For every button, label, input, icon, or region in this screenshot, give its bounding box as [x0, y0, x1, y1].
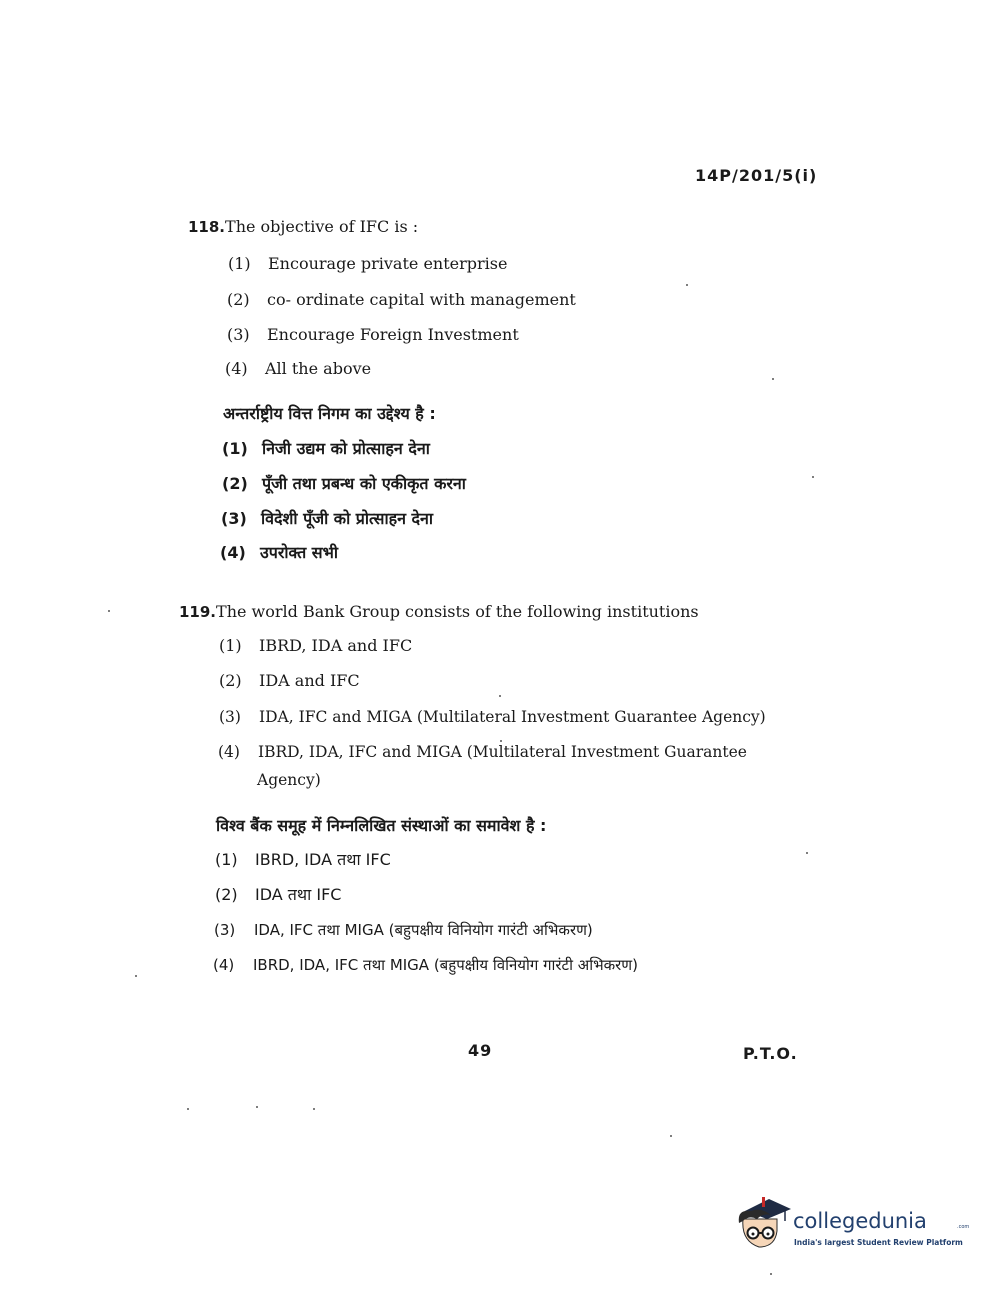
scan-speck [770, 1273, 772, 1275]
option-118-hi-1 [222, 438, 430, 460]
option-text: IBRD, IDA, IFC and MIGA (Multilateral Investment Guarantee [258, 743, 747, 761]
question-119-hindi: विश्व बैंक समूह में निम्नलिखित संस्थाओं का समावेश है : [216, 816, 547, 835]
option-number: (3) [221, 509, 247, 528]
option-text: IDA, IFC तथा MIGA (बहुपक्षीय विनियोग गारंटी अभिकरण) [254, 921, 593, 939]
option-118-en-3 [227, 324, 519, 346]
option-number: (2) [215, 885, 238, 904]
scan-speck [772, 378, 774, 380]
question-118-hindi: अन्तर्राष्ट्रीय वित्त निगम का उद्देश्य है : [223, 404, 436, 423]
paper-code: 14P/201/5(i) [695, 166, 818, 185]
option-text: All the above [265, 359, 372, 378]
option-number: (1) [222, 439, 248, 458]
option-number: (3) [219, 708, 241, 726]
option-text: निजी उद्यम को प्रोत्साहन देना [262, 439, 430, 458]
option-text: IDA, IFC and MIGA (Multilateral Investment Guarantee Agency) [259, 708, 766, 726]
scan-speck [500, 740, 502, 742]
option-119-hi-4 [213, 954, 638, 976]
option-119-en-1 [219, 635, 412, 657]
scan-speck [670, 1135, 672, 1137]
question-118 [188, 216, 418, 238]
option-number: (2) [227, 290, 250, 309]
option-119-en-4-continued: Agency) [257, 771, 321, 789]
option-number: (2) [219, 671, 242, 690]
mascot-icon [735, 1193, 793, 1255]
option-number: (4) [220, 543, 246, 562]
option-number: (2) [222, 474, 248, 493]
option-119-en-3 [219, 706, 766, 728]
option-text: Encourage Foreign Investment [267, 325, 519, 344]
option-text: co- ordinate capital with management [267, 290, 576, 309]
option-text: IDA and IFC [259, 671, 360, 690]
scan-speck [499, 695, 501, 697]
collegedunia-logo [735, 1193, 970, 1263]
option-119-hi-2 [215, 884, 341, 906]
option-number: (4) [213, 956, 235, 974]
question-119 [179, 601, 699, 623]
scan-speck [187, 1108, 189, 1110]
page-number: 49 [468, 1041, 493, 1060]
question-number: 119. [179, 603, 217, 621]
option-number: (3) [214, 921, 236, 939]
logo-tagline: India's largest Student Review Platform [794, 1238, 963, 1247]
option-number: (1) [219, 636, 242, 655]
question-text: The world Bank Group consists of the following institutions [216, 602, 699, 621]
option-number: (3) [227, 325, 250, 344]
option-118-hi-2 [222, 473, 466, 495]
option-text: Encourage private enterprise [268, 254, 508, 273]
option-118-en-2 [227, 289, 576, 311]
option-number: (4) [225, 359, 248, 378]
pto-label: P.T.O. [743, 1044, 798, 1063]
question-text: The objective of IFC is : [225, 217, 419, 236]
question-number: 118. [188, 218, 226, 236]
option-119-hi-1 [215, 849, 391, 871]
scan-speck [256, 1106, 258, 1108]
option-118-en-1 [228, 253, 507, 275]
option-119-hi-3 [214, 919, 593, 941]
scan-speck [135, 975, 137, 977]
scan-speck [686, 284, 688, 286]
option-number: (1) [215, 850, 238, 869]
scan-speck [812, 476, 814, 478]
option-119-en-2 [219, 670, 360, 692]
option-number: (4) [218, 743, 240, 761]
option-text: विदेशी पूँजी को प्रोत्साहन देना [261, 509, 434, 528]
option-text: IBRD, IDA तथा IFC [255, 850, 391, 869]
option-text: पूँजी तथा प्रबन्ध को एकीकृत करना [262, 474, 466, 493]
option-text: IDA तथा IFC [255, 885, 342, 904]
option-119-en-4 [218, 741, 747, 763]
logo-wordmark: collegedunia [793, 1209, 927, 1233]
scan-speck [313, 1108, 315, 1110]
option-number: (1) [228, 254, 251, 273]
scan-speck [806, 852, 808, 854]
option-text: उपरोक्त सभी [260, 543, 339, 562]
option-text: IBRD, IDA and IFC [259, 636, 413, 655]
scan-speck [108, 610, 110, 612]
logo-com: .com [957, 1224, 970, 1230]
option-118-hi-3 [221, 508, 433, 530]
option-text: IBRD, IDA, IFC तथा MIGA (बहुपक्षीय विनियोग गारंटी अभिकरण) [253, 956, 638, 974]
option-118-en-4 [225, 358, 371, 380]
option-118-hi-4 [220, 542, 338, 564]
